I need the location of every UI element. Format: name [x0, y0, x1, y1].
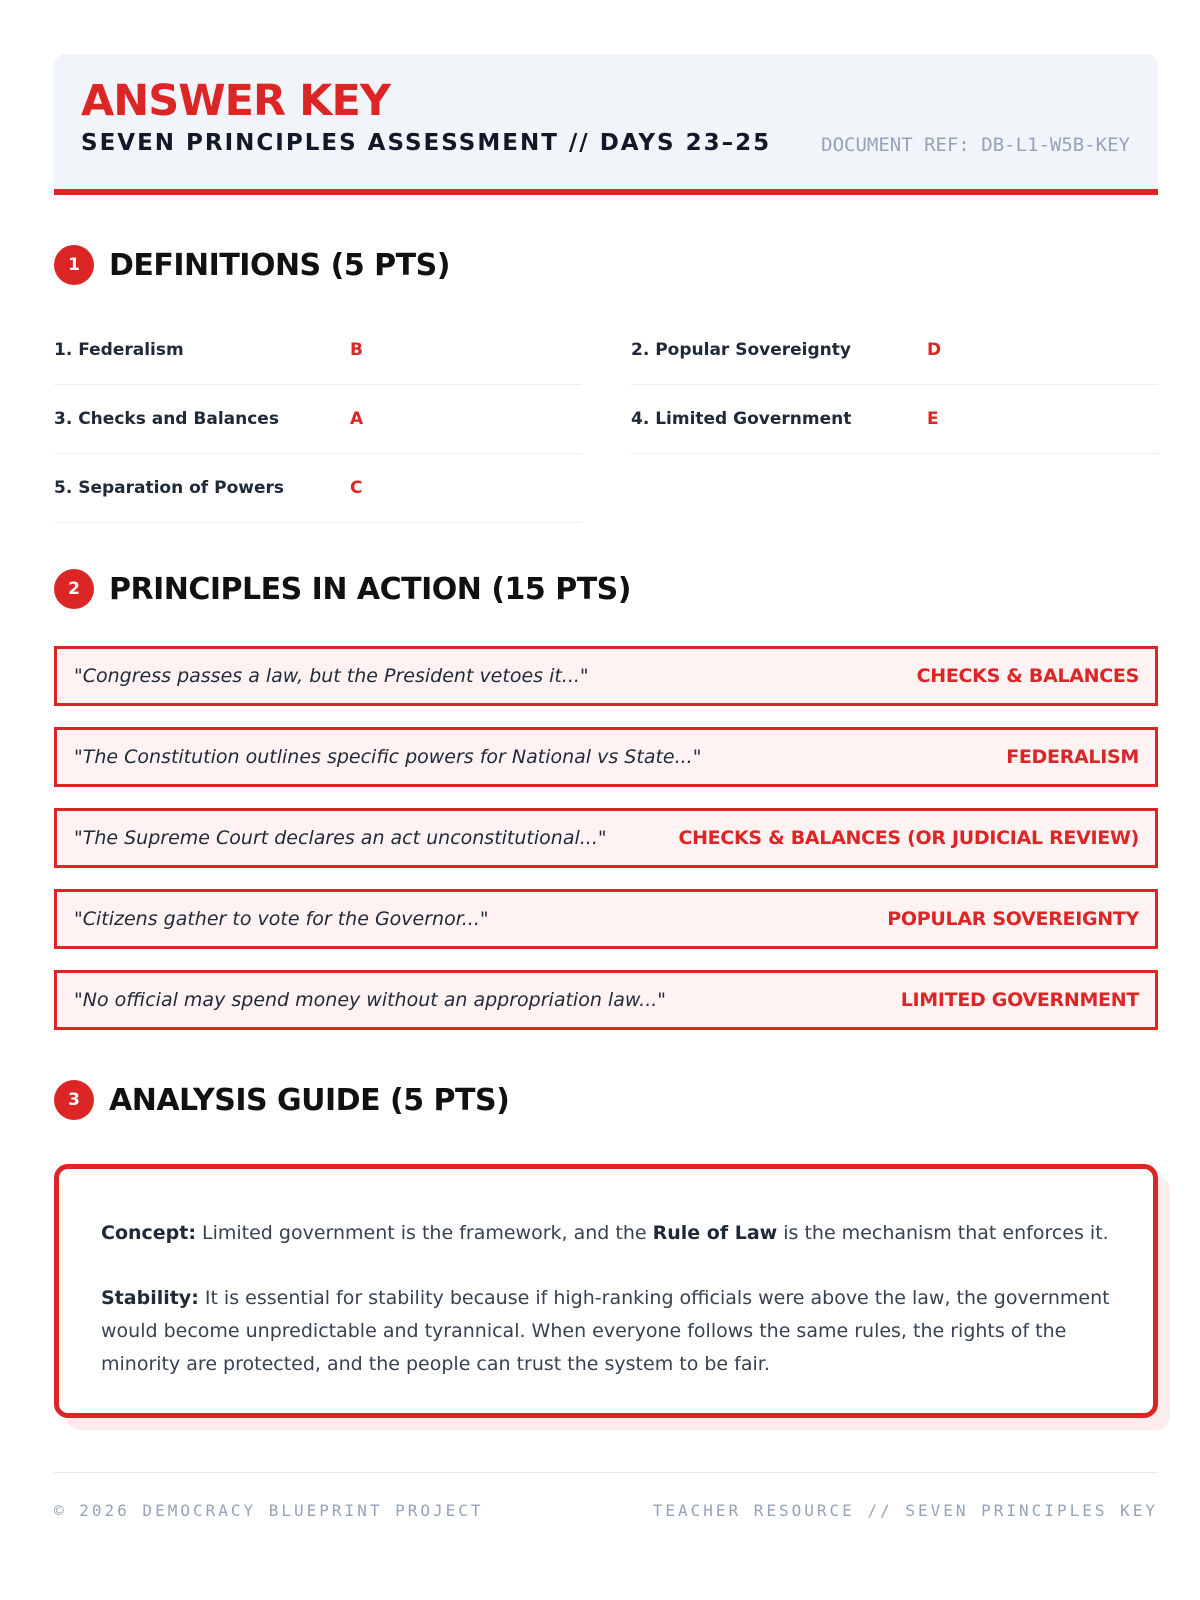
scenario-card: [54, 646, 1158, 706]
page-header: [54, 54, 1158, 195]
section-title: PRINCIPLES IN ACTION (15 PTS): [109, 571, 631, 607]
scenario-answer: LIMITED GOVERNMENT: [900, 989, 1139, 1011]
scenario-card: [54, 889, 1158, 949]
definition-term: 5. Separation of Powers: [54, 478, 284, 498]
concept-text: Limited government is the framework, and the: [195, 1222, 653, 1244]
section-title: ANALYSIS GUIDE (5 PTS): [109, 1082, 510, 1118]
section-heading-definitions: [54, 244, 450, 286]
definition-term: 2. Popular Sovereignty: [631, 340, 851, 360]
section-heading-analysis: [54, 1079, 509, 1121]
footer-resource-label: TEACHER RESOURCE // SEVEN PRINCIPLES KEY: [652, 1501, 1158, 1520]
section-number-badge: 3: [54, 1080, 94, 1120]
section-number-badge: 1: [54, 245, 94, 285]
definition-answer: D: [927, 340, 942, 360]
page-title: ANSWER KEY: [81, 76, 390, 126]
scenario-answer: FEDERALISM: [1006, 746, 1139, 768]
scenario-quote: "The Constitution outlines specific powers for National vs State...": [74, 746, 702, 768]
scenario-answer: CHECKS & BALANCES: [916, 665, 1139, 687]
definition-answer: C: [350, 478, 363, 498]
footer-copyright: © 2026 DEMOCRACY BLUEPRINT PROJECT: [54, 1501, 484, 1520]
stability-text: It is essential for stability because if high-ranking officials were above the law, the government would become unpredictable and tyrannical. When everyone follows the same rules, the rights of the minority are protected, and the people can trust the system to be fair.: [101, 1287, 1110, 1375]
concept-text-end: is the mechanism that enforces it.: [777, 1222, 1109, 1244]
page-footer: [54, 1472, 1158, 1520]
scenario-answer: POPULAR SOVEREIGNTY: [887, 908, 1139, 930]
concept-label: Concept:: [101, 1222, 196, 1244]
page-subtitle: SEVEN PRINCIPLES ASSESSMENT // DAYS 23–25: [81, 130, 772, 156]
definition-row: [54, 454, 581, 523]
scenario-quote: "The Supreme Court declares an act unconstitutional...": [74, 827, 607, 849]
analysis-guide-box: [54, 1164, 1158, 1418]
definition-term: 4. Limited Government: [631, 409, 852, 429]
scenario-quote: "Congress passes a law, but the President vetoes it...": [74, 665, 589, 687]
definition-row: [631, 385, 1158, 454]
definition-answer: E: [927, 409, 939, 429]
scenario-answer: CHECKS & BALANCES (OR JUDICIAL REVIEW): [678, 827, 1139, 849]
rule-of-law-term: Rule of Law: [652, 1222, 778, 1244]
scenario-quote: "No official may spend money without an appropriation law...": [74, 989, 667, 1011]
concept-paragraph: [101, 1217, 1111, 1250]
section-title: DEFINITIONS (5 PTS): [109, 247, 450, 283]
stability-label: Stability:: [101, 1287, 199, 1309]
definition-row: [54, 316, 581, 385]
section-heading-principles: [54, 568, 631, 610]
scenario-card: [54, 727, 1158, 787]
scenario-card: [54, 808, 1158, 868]
definition-term: 1. Federalism: [54, 340, 184, 360]
definition-answer: A: [350, 409, 364, 429]
definition-row: [631, 316, 1158, 385]
definition-term: 3. Checks and Balances: [54, 409, 279, 429]
definition-answer: B: [350, 340, 363, 360]
scenario-card: [54, 970, 1158, 1030]
section-number-badge: 2: [54, 569, 94, 609]
scenario-quote: "Citizens gather to vote for the Governor...": [74, 908, 489, 930]
document-ref: DOCUMENT REF: DB-L1-W5B-KEY: [821, 134, 1130, 156]
definition-row: [54, 385, 581, 454]
stability-paragraph: [101, 1282, 1111, 1381]
